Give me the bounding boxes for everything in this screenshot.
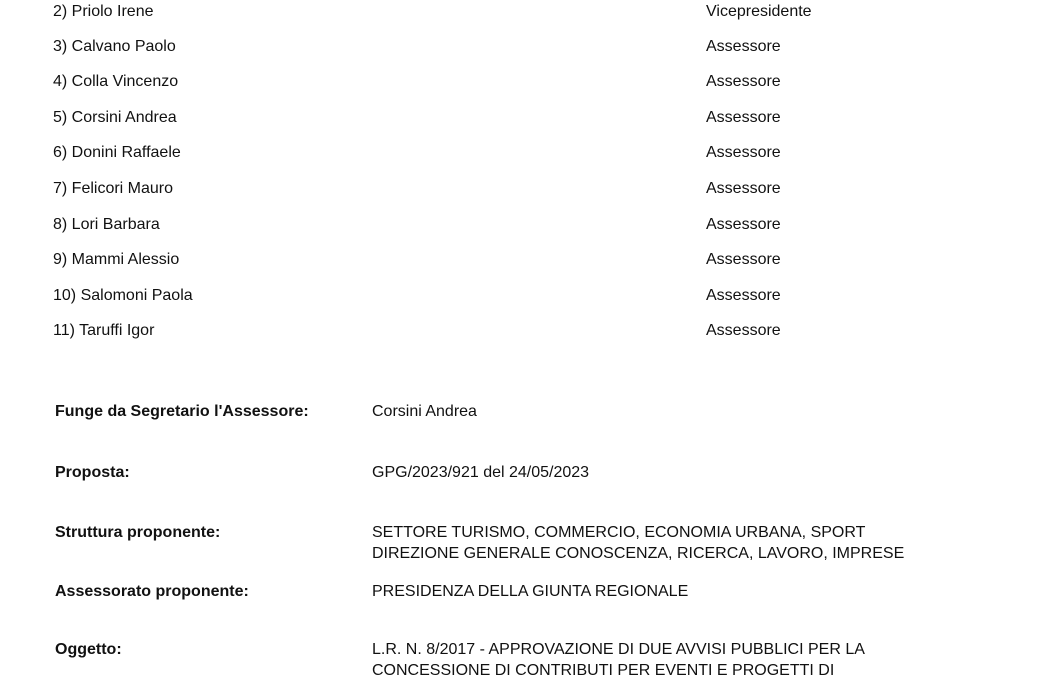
proposta-label: Proposta: <box>55 464 130 481</box>
member-row <box>0 3 1058 27</box>
oggetto-label: Oggetto: <box>55 641 122 658</box>
member-row <box>0 109 1058 133</box>
member-role: Assessore <box>706 216 781 233</box>
member-name: 2) Priolo Irene <box>53 3 154 20</box>
member-name: 3) Calvano Paolo <box>53 38 176 55</box>
member-name: 5) Corsini Andrea <box>53 109 177 126</box>
member-row <box>0 180 1058 204</box>
struttura-label: Struttura proponente: <box>55 524 221 541</box>
member-row <box>0 38 1058 62</box>
member-role: Assessore <box>706 287 781 304</box>
assessorato-label: Assessorato proponente: <box>55 583 249 600</box>
segretario-value: Corsini Andrea <box>372 403 477 420</box>
member-role: Assessore <box>706 73 781 90</box>
member-name: 7) Felicori Mauro <box>53 180 174 197</box>
member-name: 6) Donini Raffaele <box>53 144 181 161</box>
member-name: 8) Lori Barbara <box>53 216 160 233</box>
proposta-value: GPG/2023/921 del 24/05/2023 <box>372 464 590 481</box>
member-role: Assessore <box>706 109 781 126</box>
member-name: 9) Mammi Alessio <box>53 251 180 268</box>
member-role: Assessore <box>706 251 781 268</box>
member-name: 11) Taruffi Igor <box>53 322 155 339</box>
member-role: Assessore <box>706 38 781 55</box>
struttura-value-line1: SETTORE TURISMO, COMMERCIO, ECONOMIA URBANA, SPORT <box>372 524 866 541</box>
member-row <box>0 144 1058 168</box>
member-name: 4) Colla Vincenzo <box>53 73 179 90</box>
member-row <box>0 251 1058 275</box>
oggetto-value-line2: CONCESSIONE DI CONTRIBUTI PER EVENTI E PROGETTI DI <box>372 662 835 679</box>
member-row <box>0 322 1058 346</box>
member-row <box>0 73 1058 97</box>
member-role: Assessore <box>706 144 781 161</box>
member-name: 10) Salomoni Paola <box>53 287 193 304</box>
oggetto-value-line1: L.R. N. 8/2017 - APPROVAZIONE DI DUE AVVISI PUBBLICI PER LA <box>372 641 865 658</box>
member-role: Assessore <box>706 322 781 339</box>
assessorato-value: PRESIDENZA DELLA GIUNTA REGIONALE <box>372 583 689 600</box>
member-row <box>0 287 1058 311</box>
member-role: Vicepresidente <box>706 3 812 20</box>
member-row <box>0 216 1058 240</box>
struttura-value-line2: DIREZIONE GENERALE CONOSCENZA, RICERCA, LAVORO, IMPRESE <box>372 545 905 562</box>
segretario-label: Funge da Segretario l'Assessore: <box>55 403 309 420</box>
member-role: Assessore <box>706 180 781 197</box>
